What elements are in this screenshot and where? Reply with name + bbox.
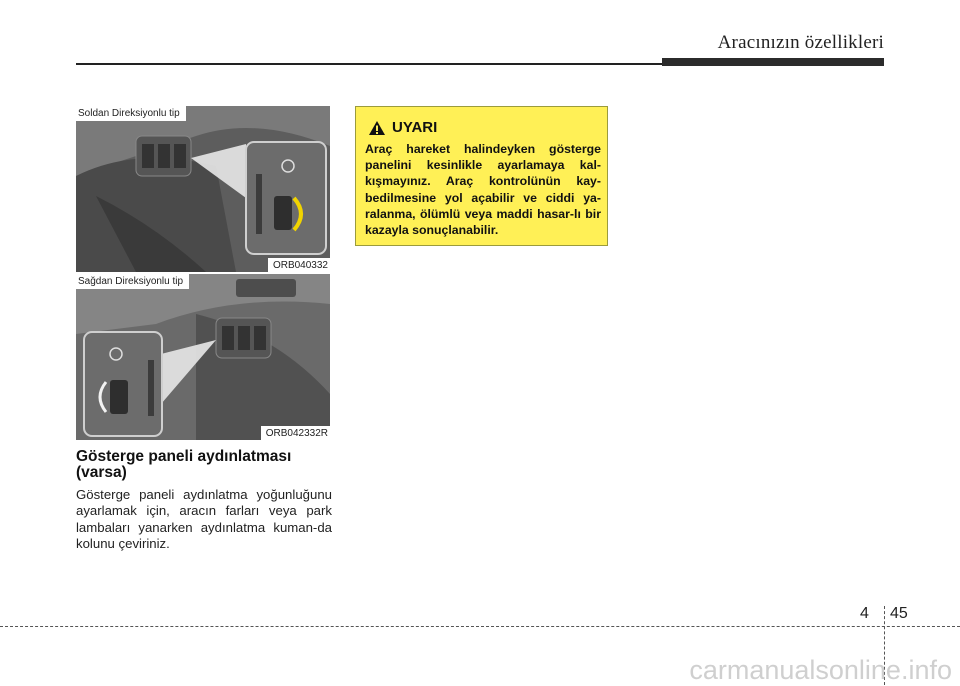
warning-header [368, 119, 437, 136]
header-bar [662, 58, 884, 66]
figure-rhd [76, 274, 330, 440]
figure-lhd-code: ORB040332 [268, 258, 330, 272]
dashboard-illustration-lhd [76, 106, 330, 272]
warning-title: UYARI [392, 119, 438, 136]
page-number: 45 [890, 605, 908, 622]
page-header-title: Aracınızın özellikleri [717, 32, 884, 53]
figure-lhd [76, 106, 330, 272]
warning-box [355, 106, 608, 246]
dashboard-illustration-rhd [76, 274, 330, 440]
section-body: Gösterge paneli aydınlatma yoğunluğunu ayarlamak için, aracın farları veya park lambaları yanarken aydınlatma kuman-da kolunu çeviriniz. [76, 487, 332, 551]
warning-triangle-icon [368, 120, 386, 136]
section-heading: Gösterge paneli aydınlatması (varsa) [76, 448, 292, 481]
chapter-number: 4 [860, 605, 869, 622]
watermark: carmanualsonline.info [689, 655, 952, 685]
header-rule [76, 63, 662, 65]
footer-rule [0, 626, 960, 627]
figure-rhd-tag: Sağdan Direksiyonlu tip [76, 274, 189, 289]
figure-lhd-tag: Soldan Direksiyonlu tip [76, 106, 186, 121]
figure-rhd-code: ORB042332R [261, 426, 330, 440]
warning-text: Araç hareket halindeyken gösterge panelini kesinlikle ayarlamaya kal-kışmayınız. Araç kontrolünün kay-bedilmesine yol açabilir ve ciddi ya-ralanma, ölümlü veya maddi hasar-lı bir kazayla sonuçlanabilir. [365, 142, 601, 238]
